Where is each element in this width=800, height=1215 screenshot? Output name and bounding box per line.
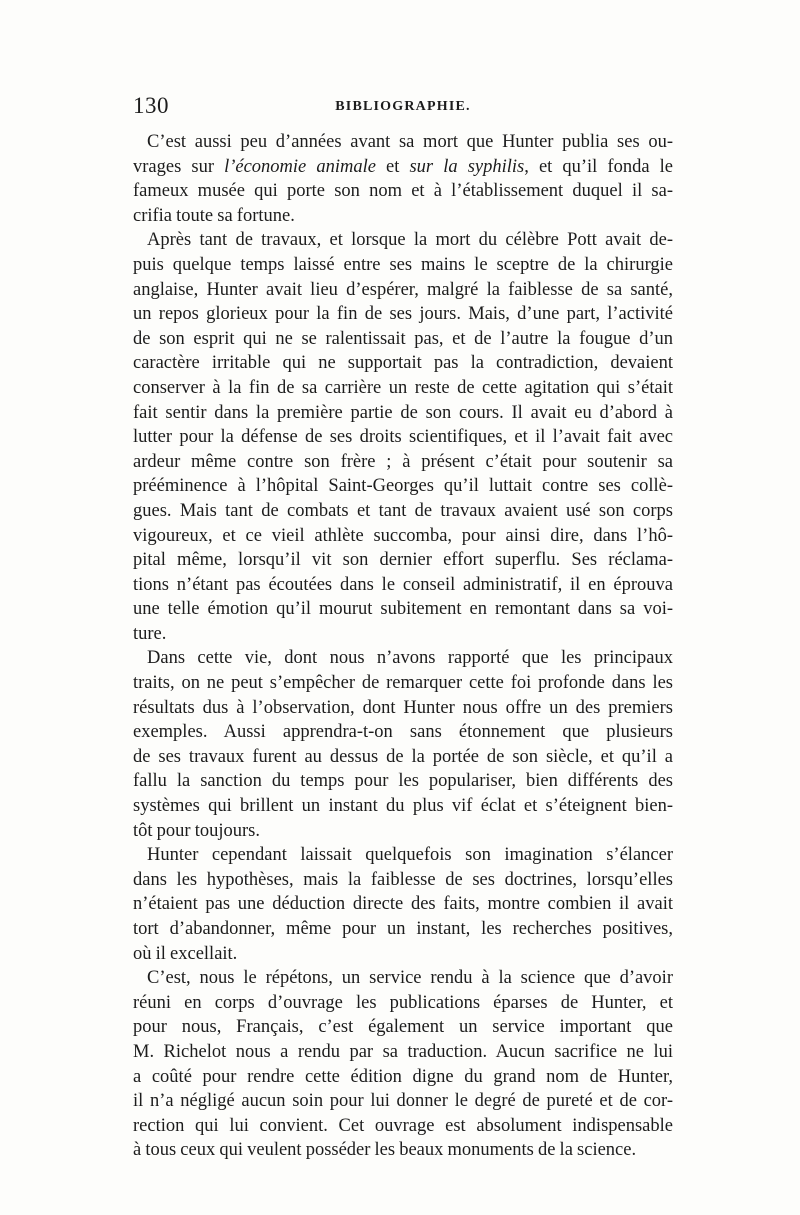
paragraph (133, 646, 673, 843)
text-line: lutter pour la défense de ses droits scientifiques, et il l’avait fait avec (133, 427, 673, 448)
text-line: réuni en corps d’ouvrage les publications éparses de Hunter, et (133, 992, 673, 1013)
paragraph (133, 843, 673, 966)
text-line: à tous ceux qui veulent posséder les beaux monuments de la science. (133, 1140, 637, 1161)
text-line: de son esprit qui ne se ralentissait pas, et de l’autre la fougue d’un (133, 328, 673, 349)
text-line: traits, on ne peut s’empêcher de remarquer cette foi profonde dans les (133, 673, 673, 694)
text-line: systèmes qui brillent un instant du plus vif éclat et s’éteignent bien- (133, 796, 673, 817)
text-line: Dans cette vie, dont nous n’avons rapporté que les principaux (147, 648, 673, 669)
text-line: pour nous, Français, c’est également un service important que (133, 1017, 673, 1038)
running-head: BIBLIOGRAPHIE. (335, 99, 471, 114)
text-line: une telle émotion qu’il mourut subitement en remontant dans sa voi- (133, 599, 673, 620)
page-number: 130 (133, 93, 169, 118)
text-line: un repos glorieux pour la fin de ses jours. Mais, d’une part, l’activité (133, 304, 673, 325)
text-line: crifia toute sa fortune. (133, 205, 295, 226)
text-line: gues. Mais tant de combats et tant de travaux avaient usé son corps (133, 500, 673, 521)
text-line: caractère irritable qui ne supportait pas la contradiction, devaient (133, 353, 673, 374)
page-header (133, 92, 673, 122)
text-line: fameux musée qui porte son nom et à l’établissement duquel il sa- (133, 181, 673, 202)
text-line: pital même, lorsqu’il vit son dernier effort superflu. Ses réclama- (133, 550, 673, 571)
text-line: résultats dus à l’observation, dont Hunter nous offre un des premiers (133, 697, 673, 718)
paragraph (133, 966, 673, 1163)
body-text (133, 130, 673, 1163)
text-line: fallu la sanction du temps pour les populariser, bien différents des (133, 771, 673, 792)
text-line: Hunter cependant laissait quelquefois son imagination s’élancer (147, 845, 673, 866)
text-line: vigoureux, et ce vieil athlète succomba, pour ainsi dire, dans l’hô- (133, 525, 673, 546)
text-segment: vrages sur (133, 156, 225, 177)
text-line: tort d’abandonner, même pour un instant, les recherches positives, (133, 919, 673, 939)
text-line: Après tant de travaux, et lorsque la mort du célèbre Pott avait de- (147, 230, 673, 251)
text-line: M. Richelot nous a rendu par sa traduction. Aucun sacrifice ne lui (133, 1041, 673, 1062)
text-line: où il excellait. (133, 943, 238, 964)
text-line: a coûté pour rendre cette édition digne du grand nom de Hunter, (133, 1066, 673, 1087)
text-segment: et (375, 156, 410, 177)
text-line: exemples. Aussi apprendra-t-on sans étonnement que plusieurs (133, 722, 673, 743)
text-line: tions n’étant pas écoutées dans le conseil administratif, il en éprouva (133, 574, 673, 595)
text-segment: , et qu’il fonda le (524, 156, 673, 177)
text-line: rection qui lui convient. Cet ouvrage est absolument indispensable (133, 1115, 673, 1136)
text-line: dans les hypothèses, mais la faiblesse de ses doctrines, lorsqu’elles (133, 869, 673, 890)
text-line: n’étaient pas une déduction directe des faits, montre combien il avait (133, 894, 673, 915)
paragraph (133, 130, 673, 228)
text-line: C’est, nous le répétons, un service rendu à la science que d’avoir (147, 968, 673, 989)
text-line: conserver à la fin de sa carrière un reste de cette agitation qui s’était (133, 377, 673, 398)
italic-title: l’économie animale (224, 156, 376, 177)
text-line: fait sentir dans la première partie de son cours. Il avait eu d’abord à (133, 402, 673, 423)
text-line: de ses travaux furent au dessus de la portée de son siècle, et qu’il a (133, 746, 673, 767)
text-line: ture. (133, 623, 167, 644)
text-line: anglaise, Hunter avait lieu d’espérer, malgré la faiblesse de sa santé, (133, 279, 673, 300)
paragraph (133, 228, 673, 646)
text-line: ardeur même contre son frère ; à présent c’était pour soutenir sa (133, 451, 673, 472)
text-line: prééminence à l’hôpital Saint-Georges qu’il luttait contre ses collè- (133, 476, 673, 497)
text-line (133, 155, 673, 180)
text-line: tôt pour toujours. (133, 820, 260, 841)
text-line: puis quelque temps laissé entre ses mains le sceptre de la chirurgie (133, 254, 673, 275)
text-line: il n’a négligé aucun soin pour lui donner le degré de pureté et de cor- (133, 1091, 673, 1112)
italic-title: sur la syphilis (409, 156, 525, 177)
text-line: C’est aussi peu d’années avant sa mort que Hunter publia ses ou- (147, 132, 673, 152)
